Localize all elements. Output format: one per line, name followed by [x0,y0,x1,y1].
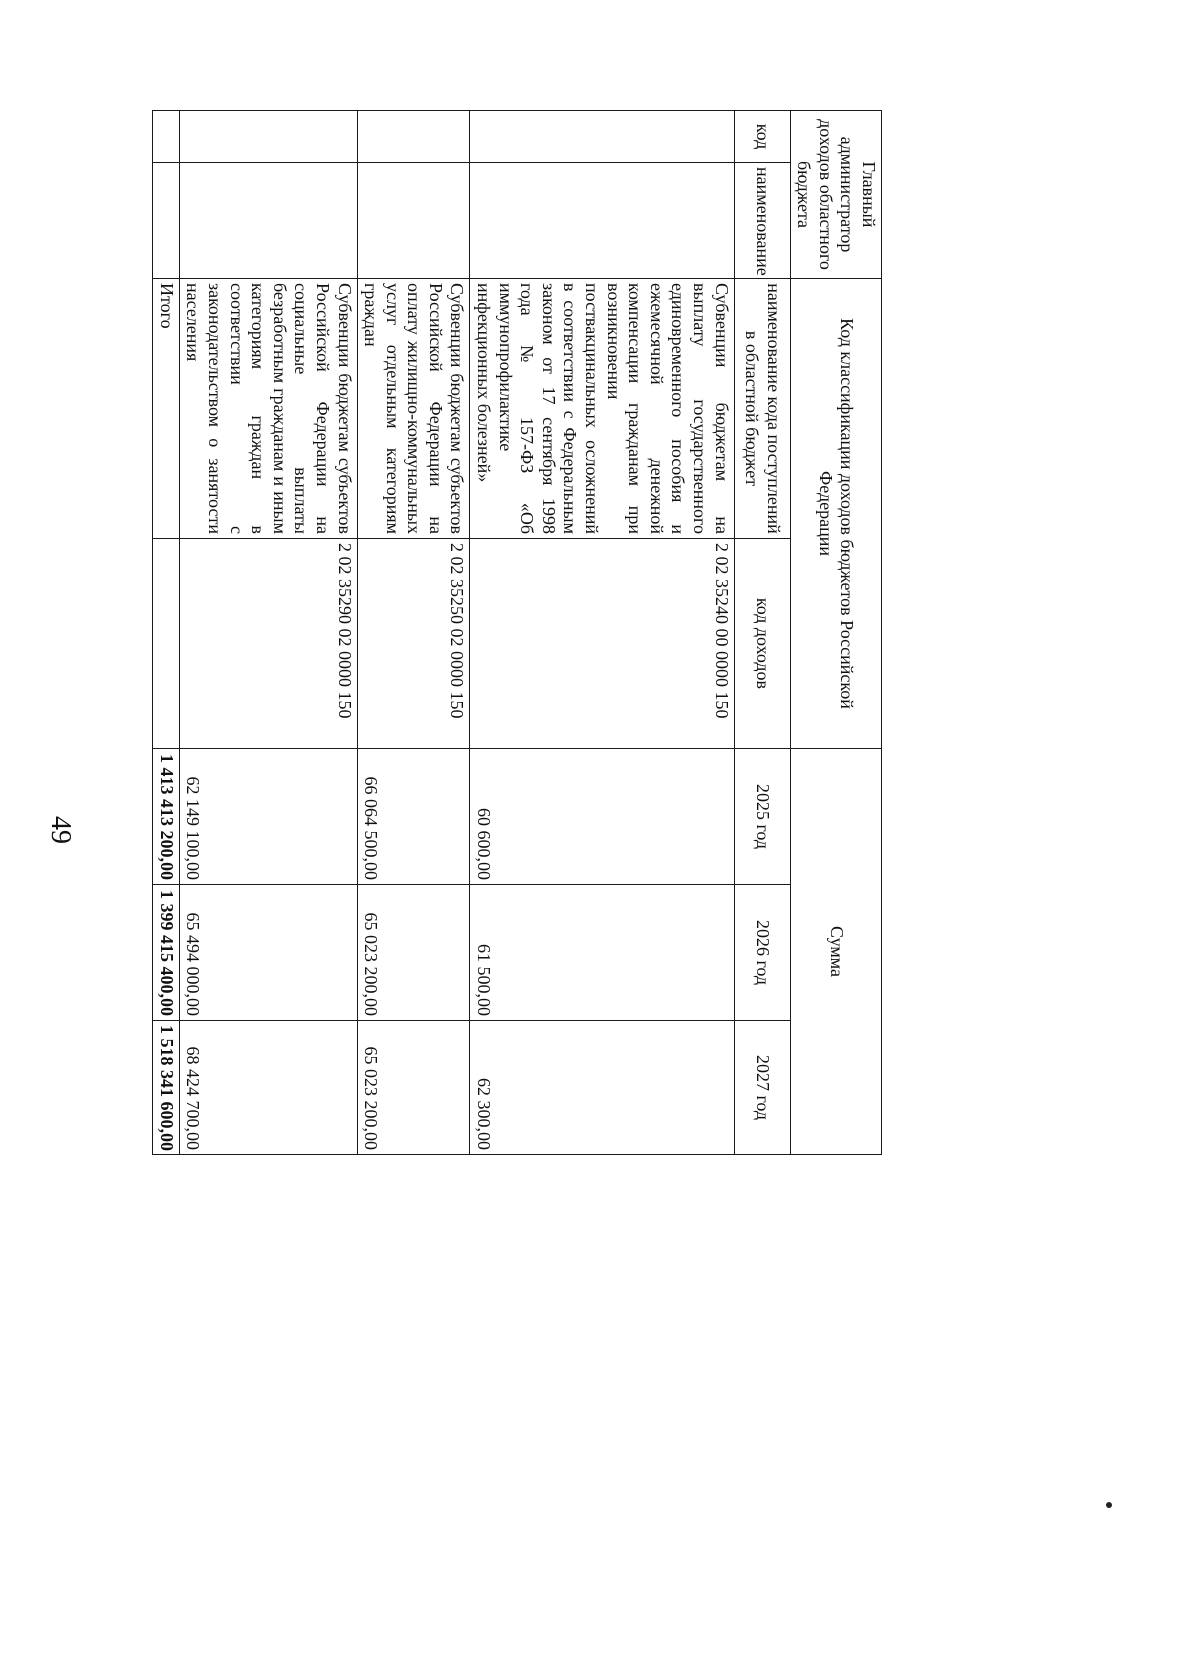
amount-2026-cell: 65 023 200,00 [357,885,470,1021]
revenue-table [152,110,882,1155]
year-2025-header: 2025 год [734,749,790,885]
admin-name-cell [179,163,357,279]
admin-name-cell [470,163,734,279]
amount-2027-cell: 65 023 200,00 [357,1021,470,1155]
admin-group-header: Главный администратор доходов областного бюджета [790,111,881,279]
total-label: Итого [153,279,180,539]
table-row [357,111,470,1155]
table-row [179,111,357,1155]
amount-2025-cell: 66 064 500,00 [357,749,470,885]
total-2025-cell: 1 413 413 200,00 [153,749,180,885]
amount-2026-cell: 65 494 000,00 [179,885,357,1021]
year-2027-header: 2027 год [734,1021,790,1155]
year-2026-header: 2026 год [734,885,790,1021]
amount-2026-cell: 61 500,00 [470,885,734,1021]
total-row [153,111,180,1155]
total-2026-cell: 1 399 415 400,00 [153,885,180,1021]
revenue-name-cell: Субвенции бюджетам субъектов Российской Федерации на социальные выплаты безработным гражданам и иным категориям граждан в соответствии с законодательством о занятости населения [179,279,357,539]
admin-code-header: код [734,111,790,163]
admin-code-cell [470,111,734,163]
revenue-name-header: наименование кода поступлений в областной бюджет [734,279,790,539]
revenue-name-cell: Субвенции бюджетам субъектов Российской Федерации на оплату жилищно-коммунальных услуг отдельным категориям граждан [357,279,470,539]
revenue-code-cell: 2 02 35290 02 0000 150 [179,539,357,749]
admin-code-cell [357,111,470,163]
revenue-code-cell: 2 02 35240 00 0000 150 [470,539,734,749]
revenue-code-cell: 2 02 35250 02 0000 150 [357,539,470,749]
scan-dot-mark [1106,1502,1112,1508]
classification-group-header: Код классификации доходов бюджетов Российской Федерации [790,279,881,749]
admin-name-header: наименование [734,163,790,279]
admin-code-cell [179,111,357,163]
total-2027-cell: 1 518 341 600,00 [153,1021,180,1155]
table-row [470,111,734,1155]
amount-2025-cell: 62 149 100,00 [179,749,357,885]
sum-group-header: Сумма [790,749,881,1155]
admin-name-cell [357,163,470,279]
amount-2025-cell: 60 600,00 [470,749,734,885]
total-empty-cell [153,163,180,279]
total-empty-cell [153,111,180,163]
amount-2027-cell: 68 424 700,00 [179,1021,357,1155]
rotated-table-container [156,110,882,1154]
total-empty-cell [153,539,180,749]
revenue-code-header: код доходов [734,539,790,749]
page-number: 49 [45,816,76,844]
revenue-name-cell: Субвенции бюджетам на выплату государственного единовременного пособия и ежемесячной денежной компенсации гражданам при возникновении поствакцинальных осложнений в соответствии с Федеральным законом от 17 сентября 1998 года № 157-ФЗ «Об иммунопрофилактике инфекционных болезней» [470,279,734,539]
amount-2027-cell: 62 300,00 [470,1021,734,1155]
